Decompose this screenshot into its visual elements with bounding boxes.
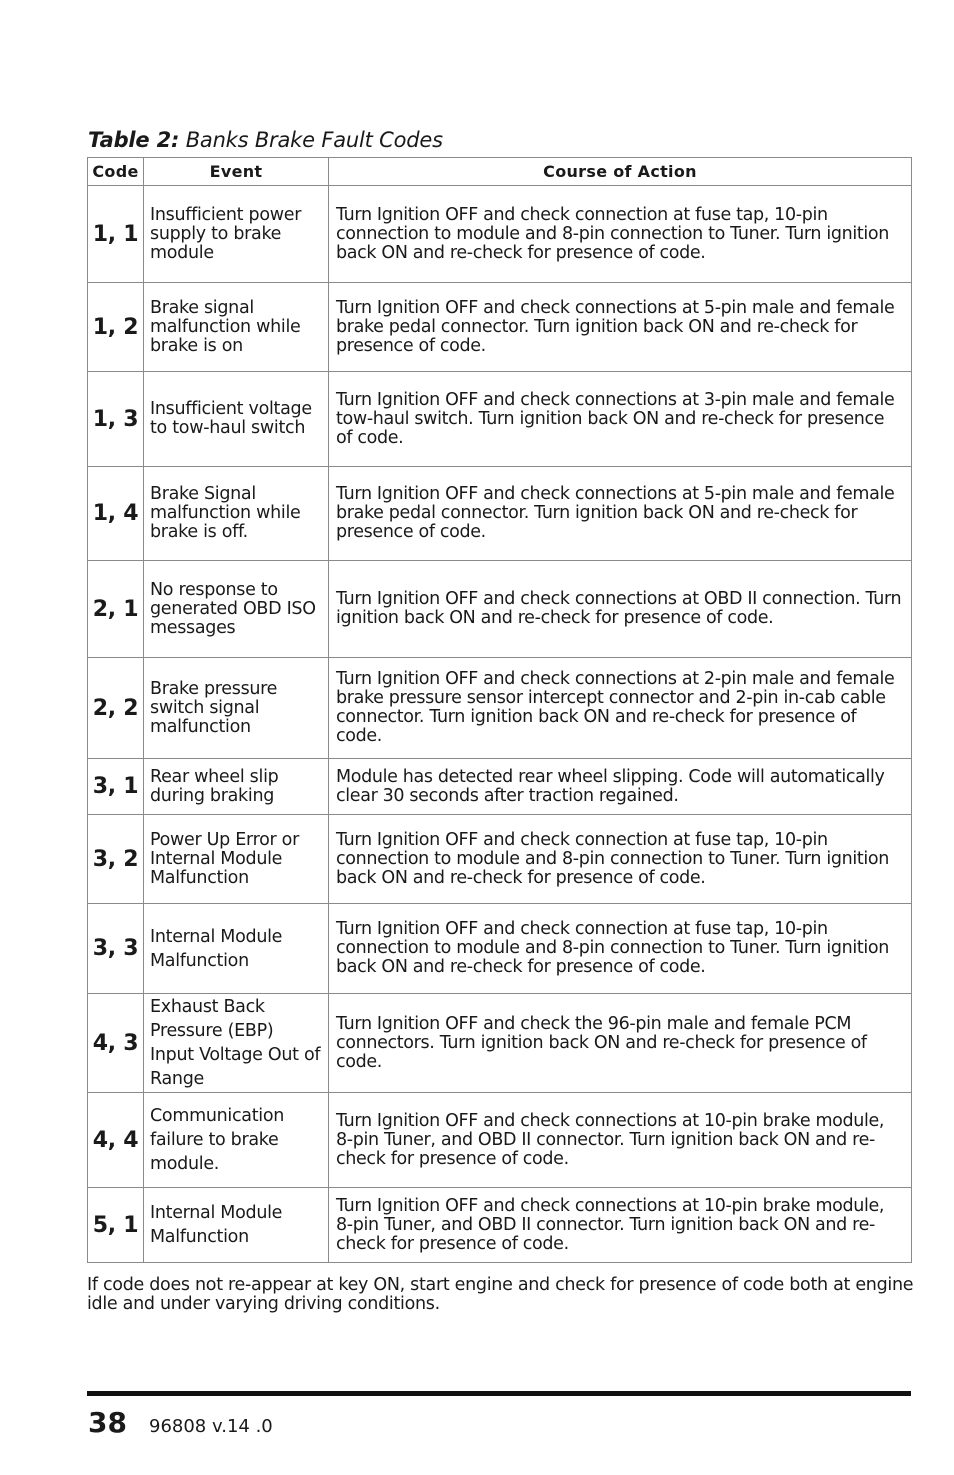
table-caption-label: Table 2: — [88, 128, 180, 152]
fault-event: Brake signal malfunction while brake is on — [144, 283, 329, 372]
fault-action: Turn Ignition OFF and check connections at 5-pin male and female brake pedal connector. Turn ignition back ON and re-check for presence of code. — [329, 283, 912, 372]
table-row — [88, 1188, 912, 1263]
fault-code: 3, 2 — [88, 815, 144, 904]
table-caption — [88, 128, 443, 152]
fault-action: Turn Ignition OFF and check connections at 5-pin male and female brake pedal connector. Turn ignition back ON and re-check for presence of code. — [329, 467, 912, 561]
table-row — [88, 561, 912, 658]
fault-event: Brake Signal malfunction while brake is off. — [144, 467, 329, 561]
fault-code: 5, 1 — [88, 1188, 144, 1263]
fault-action: Module has detected rear wheel slipping. Code will automatically clear 30 seconds after traction regained. — [329, 759, 912, 815]
fault-event: Internal Module Malfunction — [144, 904, 329, 994]
table-row — [88, 759, 912, 815]
fault-event: Insufficient voltage to tow-haul switch — [144, 372, 329, 467]
table-header-row — [88, 158, 912, 186]
table-row — [88, 1093, 912, 1188]
fault-action: Turn Ignition OFF and check connections at 2-pin male and female brake pressure sensor intercept connector and 2-pin in-cab cable connector. Turn ignition back ON and re-check for presence of code. — [329, 658, 912, 759]
fault-event: No response to generated OBD ISO messages — [144, 561, 329, 658]
fault-action: Turn Ignition OFF and check connection at fuse tap, 10-pin connection to module and 8-pin connection to Tuner. Turn ignition back ON and re-check for presence of code. — [329, 904, 912, 994]
table-row — [88, 283, 912, 372]
fault-code: 4, 3 — [88, 994, 144, 1093]
fault-action: Turn Ignition OFF and check connections at 10-pin brake module, 8-pin Tuner, and OBD II connector. Turn ignition back ON and re-check for presence of code. — [329, 1188, 912, 1263]
fault-action: Turn Ignition OFF and check connection at fuse tap, 10-pin connection to module and 8-pin connection to Tuner. Turn ignition back ON and re-check for presence of code. — [329, 186, 912, 283]
header-code: Code — [88, 158, 144, 186]
fault-event: Brake pressure switch signal malfunction — [144, 658, 329, 759]
table-row — [88, 372, 912, 467]
table-caption-title: Banks Brake Fault Codes — [185, 128, 443, 152]
fault-code: 2, 2 — [88, 658, 144, 759]
fault-event: Insufficient power supply to brake module — [144, 186, 329, 283]
fault-code: 1, 3 — [88, 372, 144, 467]
table-row — [88, 815, 912, 904]
fault-event: Internal Module Malfunction — [144, 1188, 329, 1263]
fault-code: 3, 3 — [88, 904, 144, 994]
fault-event: Rear wheel slip during braking — [144, 759, 329, 815]
fault-code: 4, 4 — [88, 1093, 144, 1188]
fault-event: Communication failure to brake module. — [144, 1093, 329, 1188]
page-number: 38 — [88, 1406, 127, 1439]
fault-codes-table — [87, 157, 912, 1263]
fault-code: 1, 1 — [88, 186, 144, 283]
fault-action: Turn Ignition OFF and check connections at 10-pin brake module, 8-pin Tuner, and OBD II connector. Turn ignition back ON and re-check for presence of code. — [329, 1093, 912, 1188]
fault-code: 3, 1 — [88, 759, 144, 815]
fault-event: Exhaust Back Pressure (EBP) Input Voltage Out of Range — [144, 994, 329, 1093]
fault-code: 1, 2 — [88, 283, 144, 372]
table-row — [88, 467, 912, 561]
header-course-of-action: Course of Action — [329, 158, 912, 186]
document-version: 96808 v.14 .0 — [149, 1416, 273, 1437]
fault-action: Turn Ignition OFF and check connection at fuse tap, 10-pin connection to module and 8-pin connection to Tuner. Turn ignition back ON and re-check for presence of code. — [329, 815, 912, 904]
header-event: Event — [144, 158, 329, 186]
fault-event: Power Up Error or Internal Module Malfunction — [144, 815, 329, 904]
fault-action: Turn Ignition OFF and check connections at OBD II connection. Turn ignition back ON and re-check for presence of code. — [329, 561, 912, 658]
fault-action: Turn Ignition OFF and check the 96-pin male and female PCM connectors. Turn ignition back ON and re-check for presence of code. — [329, 994, 912, 1093]
fault-action: Turn Ignition OFF and check connections at 3-pin male and female tow-haul switch. Turn ignition back ON and re-check for presence of code. — [329, 372, 912, 467]
table-footnote: If code does not re-appear at key ON, start engine and check for presence of code both at engine idle and under varying driving conditions. — [87, 1275, 914, 1314]
fault-code: 2, 1 — [88, 561, 144, 658]
fault-code: 1, 4 — [88, 467, 144, 561]
footer-divider — [87, 1391, 911, 1396]
table-row — [88, 186, 912, 283]
table-row — [88, 994, 912, 1093]
table-row — [88, 904, 912, 994]
table-row — [88, 658, 912, 759]
